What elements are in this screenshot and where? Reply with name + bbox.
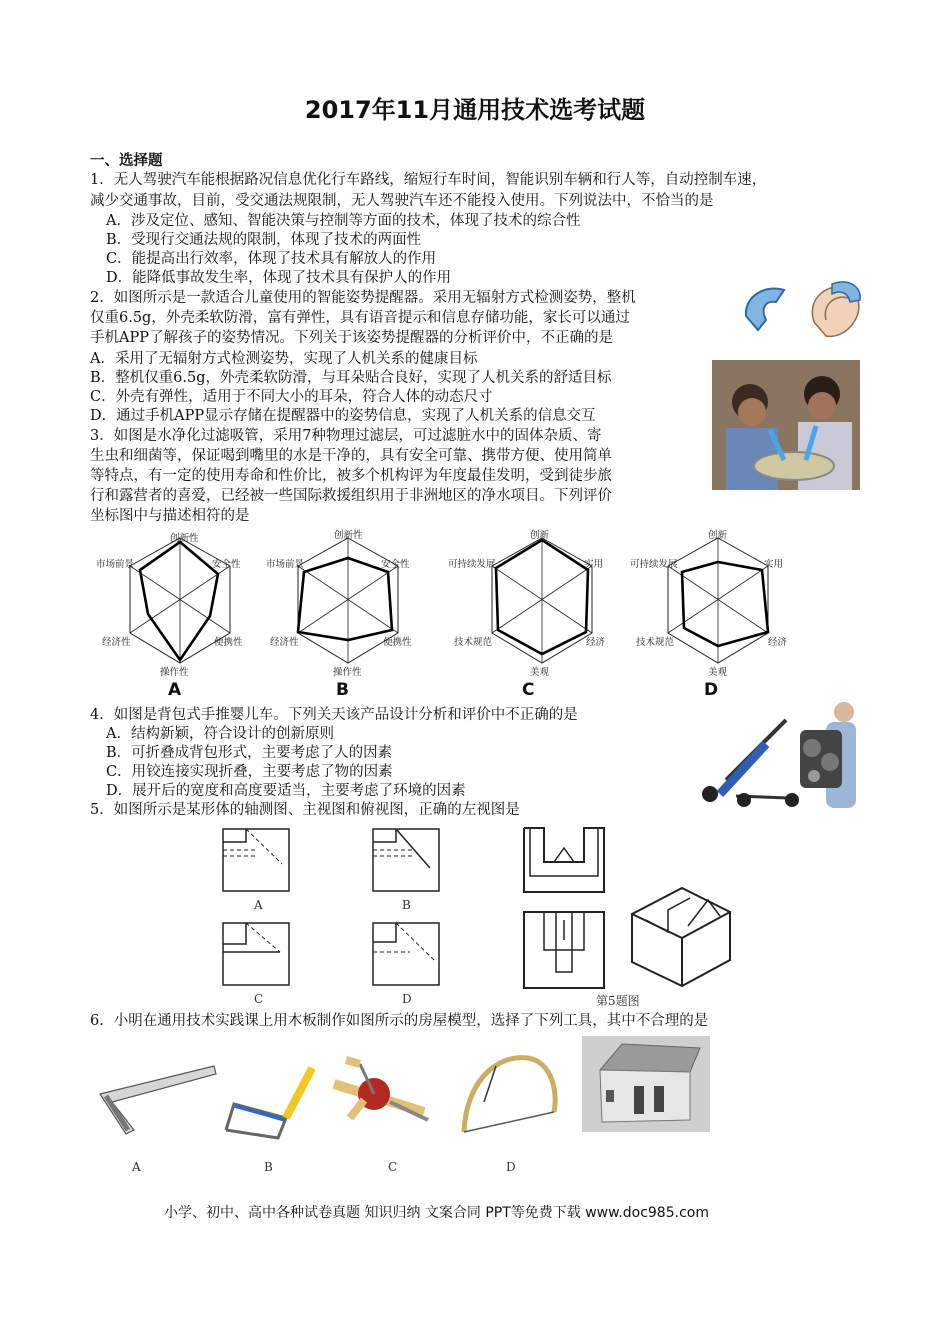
q4-option-a: A．结构新颖，符合设计的创新原则 [106, 726, 334, 742]
q5-top-view [522, 910, 606, 990]
radar-b-tr: 安全性 [381, 559, 410, 570]
q2-stem-line1: 2．如图所示是一款适合儿童使用的智能姿势提醒器。采用无辐射方式检测姿势，整机 [90, 290, 636, 306]
q5-label-a: A [254, 898, 263, 912]
section-heading: 一、选择题 [90, 153, 163, 169]
radar-a-tl: 市场前景 [96, 559, 135, 570]
q5-label-d: D [402, 992, 412, 1006]
q1-option-d: D．能降低事故发生率，体现了技术具有保护人的作用 [106, 270, 452, 286]
q5-stem: 5．如图所示是某形体的轴测图、主视图和俯视图，正确的左视图是 [90, 802, 520, 818]
radar-c-br: 经济 [586, 637, 606, 648]
q3-stem-line5: 坐标图中与描述相符的是 [90, 508, 250, 524]
q5-label-b: B [402, 898, 411, 912]
q3-stem-line3: 等特点，有一定的使用寿命和性价比，被多个机构评为年度最佳发明，受到徒步旅 [90, 468, 612, 484]
q1-option-c: C．能提高出行效率，体现了技术具有解放人的作用 [106, 251, 437, 267]
q6-label-b: B [264, 1160, 273, 1174]
radar-c-letter: C [522, 680, 535, 700]
q2-option-a: A．采用了无辐射方式检测姿势，实现了人机关系的健康目标 [90, 351, 478, 367]
water-filter-photo [712, 360, 860, 490]
radar-c-bottom: 美观 [530, 667, 550, 678]
radar-d-letter: D [704, 680, 719, 700]
radar-b-letter: B [336, 680, 349, 700]
radar-d-tl: 可持续发展 [630, 559, 678, 570]
q2-option-c: C．外壳有弹性，适用于不同大小的耳朵，符合人体的动态尺寸 [90, 389, 493, 405]
q4-stem: 4．如图是背包式手推婴儿车。下列关天该产品设计分析和评价中不正确的是 [90, 707, 578, 723]
radar-d-bottom: 美观 [708, 667, 728, 678]
page-title: 2017年11月通用技术选考试题 [304, 96, 646, 124]
radar-a-br: 便携性 [214, 637, 243, 648]
q5-label-c: C [254, 992, 264, 1006]
radar-a-bl: 经济性 [102, 637, 131, 648]
radar-d-br: 经济 [768, 637, 788, 648]
q5-option-c-drawing [222, 922, 292, 988]
q2-option-d: D．通过手机APP显示存储在提醒器中的姿势信息，实现了人机关系的信息交互 [90, 408, 596, 424]
q6-label-d: D [506, 1160, 516, 1174]
q5-option-a-drawing [222, 828, 292, 894]
q4-option-b: B．可折叠成背包形式，主要考虑了人的因素 [106, 745, 393, 761]
q5-option-b-drawing [372, 828, 442, 894]
q5-option-d-drawing [372, 922, 442, 988]
q1-option-b: B．受现行交通法规的限制，体现了技术的两面性 [106, 232, 422, 248]
q2-option-b: B．整机仅重6.5g，外壳柔软防滑，与耳朵贴合良好，实现了人机关系的舒适目标 [90, 370, 612, 386]
radar-b-br: 便携性 [383, 637, 412, 648]
q6-stem: 6．小明在通用技术实践课上用木板制作如图所示的房屋模型，选择了下列工具，其中不合理的是 [90, 1013, 709, 1029]
q2-stem-line3: 手机APP了解孩子的姿势情况。下列关于该姿势提醒器的分析评价中，不正确的是 [90, 330, 613, 346]
radar-b-top: 创新性 [334, 530, 363, 541]
radar-b-bottom: 操作性 [333, 667, 362, 678]
posture-reminder-image [736, 276, 866, 346]
radar-d-top: 创新 [708, 530, 728, 541]
radar-c-tl: 可持续发展 [448, 559, 496, 570]
radar-a-letter: A [168, 680, 182, 700]
q4-option-d: D．展开后的宽度和高度要适当，主要考虑了环境的因素 [106, 783, 466, 799]
q1-stem-line2: 减少交通事故，目前，受交通法规限制，无人驾驶汽车还不能投入使用。下列说法中，不恰当的是 [90, 193, 714, 209]
q1-stem-line1: 1．无人驾驶汽车能根据路况信息优化行车路线，缩短行车时间，智能识别车辆和行人等，自动控制车速， [90, 172, 767, 188]
backpack-stroller-image [696, 700, 860, 820]
radar-c-bl: 技术规范 [454, 637, 493, 648]
q5-axonometric-view [628, 880, 734, 990]
q6-tool-b-hacksaw [220, 1060, 320, 1140]
q6-house-model-photo [582, 1036, 710, 1132]
q3-stem-line1: 3．如图是水净化过滤吸管，采用7种物理过滤层，可过滤脏水中的固体杂质、寄 [90, 428, 602, 444]
radar-c-tr: 实用 [584, 559, 604, 570]
radar-d-bl: 技术规范 [636, 637, 675, 648]
q6-label-a: A [132, 1160, 141, 1174]
q3-stem-line4: 行和露营者的喜爱，已经被一些国际救援组织用于非洲地区的净水项目。下列评价 [90, 488, 612, 504]
q6-tool-a-square [98, 1062, 218, 1136]
radar-b-bl: 经济性 [270, 637, 299, 648]
q6-tool-d-coping-saw [456, 1052, 560, 1138]
radar-b-tl: 市场前景 [266, 559, 305, 570]
radar-c-top: 创新 [530, 530, 550, 541]
q6-tool-c-hand-drill [324, 1056, 436, 1136]
q2-stem-line2: 仅重6.5g，外壳柔软防滑，富有弹性，具有语音提示和信息存储功能，家长可以通过 [90, 310, 630, 326]
q5-figure-caption: 第5题图 [596, 994, 640, 1008]
q1-option-a: A．涉及定位、感知、智能决策与控制等方面的技术，体现了技术的综合性 [106, 213, 581, 229]
radar-a-tr: 安全性 [212, 559, 241, 570]
radar-d-tr: 实用 [764, 559, 784, 570]
radar-a-top: 创新性 [170, 533, 199, 544]
footer-text: 小学、初中、高中各种试卷真题 知识归纳 文案合同 PPT等免费下载 www.doc985.com [164, 1205, 709, 1221]
q3-stem-line2: 生虫和细菌等，保证喝到嘴里的水是干净的，具有安全可靠、携带方便、使用简单 [90, 448, 612, 464]
q5-front-view [522, 826, 606, 894]
q4-option-c: C．用铰连接实现折叠，主要考虑了物的因素 [106, 764, 393, 780]
radar-a-bottom: 操作性 [160, 667, 189, 678]
q6-label-c: C [388, 1160, 398, 1174]
